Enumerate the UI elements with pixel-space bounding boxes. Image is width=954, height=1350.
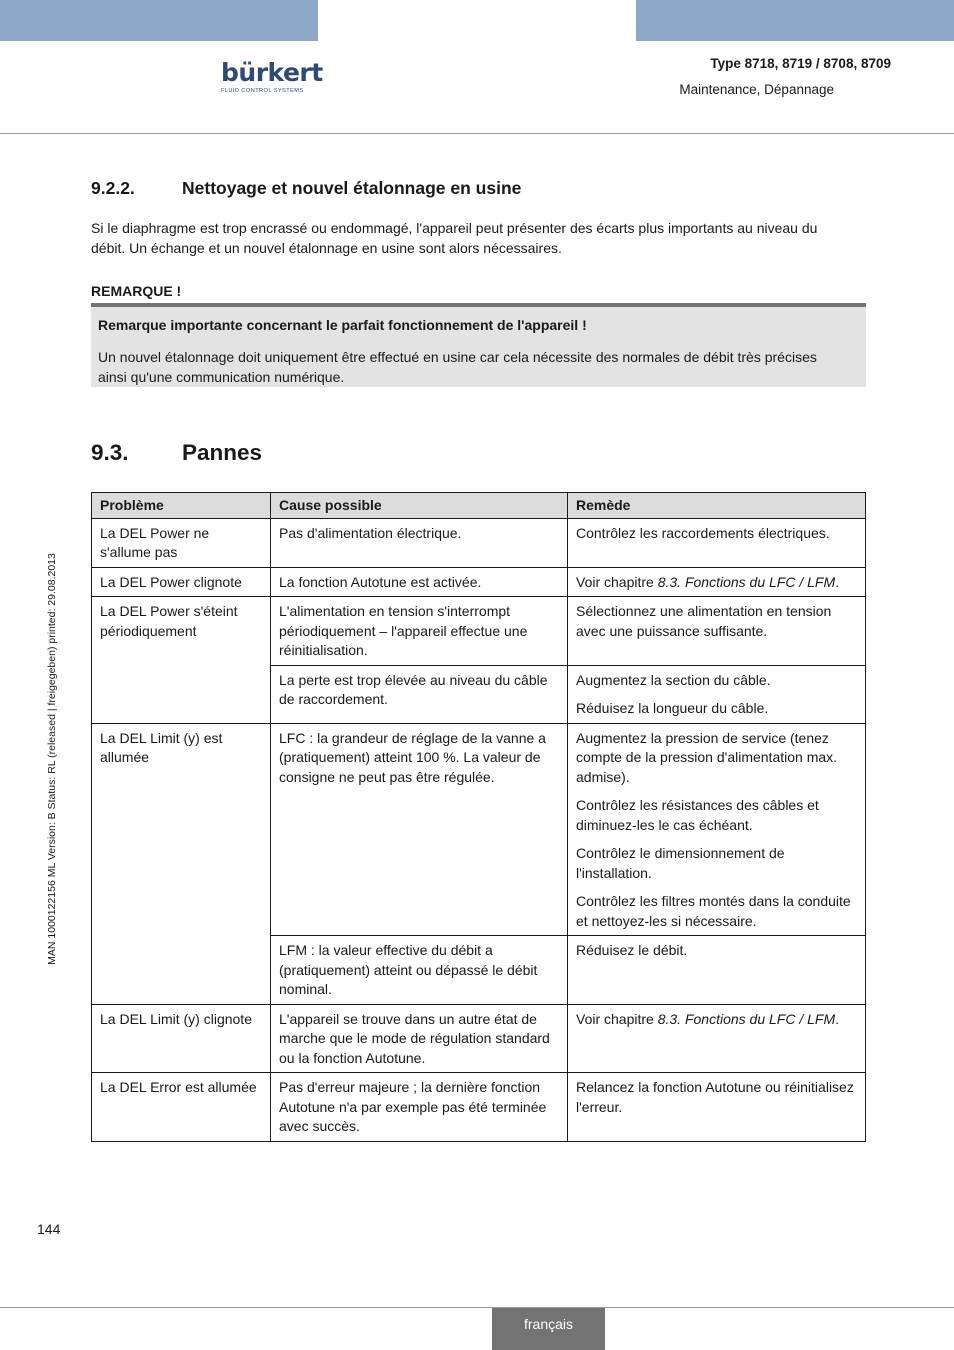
header-band-left xyxy=(0,0,318,41)
table-row xyxy=(92,1073,866,1142)
remedy-cell: Relancez la fonction Autotune ou réinitialisez l'erreur. xyxy=(568,1073,866,1142)
footer-divider xyxy=(0,1307,954,1308)
problem-cell: La DEL Power clignote xyxy=(92,567,271,597)
section-intro: Si le diaphragme est trop encrassé ou endommagé, l'appareil peut présenter des écarts plus importants au niveau du débit. Un échange et un nouvel étalonnage en usine sont alors nécessaires. xyxy=(91,220,818,256)
note-body: Un nouvel étalonnage doit uniquement être effectué en usine car cela nécessite des normales de débit très précises ainsi qu'une communication numérique. xyxy=(98,349,817,385)
problem-cell: La DEL Error est allumée xyxy=(92,1073,271,1142)
document-type: Type 8718, 8719 / 8708, 8709 xyxy=(710,56,891,71)
problem-cell: La DEL Power ne s'allume pas xyxy=(92,518,271,567)
chapter-subtitle: Maintenance, Dépannage xyxy=(679,82,834,97)
chapter-reference: 8.3. Fonctions du LFC / LFM xyxy=(657,1010,836,1027)
remedy-item: Contrôlez les résistances des câbles et diminuez-les le cas échéant. xyxy=(576,797,819,833)
cause-cell: La fonction Autotune est activée. xyxy=(271,567,568,597)
problem-cell: La DEL Limit (y) est allumée xyxy=(92,723,271,1004)
cause-cell: Pas d'alimentation électrique. xyxy=(271,518,568,567)
table-row xyxy=(92,518,866,567)
remedy-suffix: . xyxy=(835,1010,840,1027)
burkert-logo xyxy=(221,58,323,97)
cause-cell: LFM : la valeur effective du débit a (pratiquement) atteint ou dépassé le débit nominal. xyxy=(271,936,568,1005)
remedy-item: Contrôlez les filtres montés dans la conduite et nettoyez-les si nécessaire. xyxy=(576,893,851,929)
cause-cell: L'appareil se trouve dans un autre état de marche que le mode de régulation standard ou la fonction Autotune. xyxy=(271,1004,568,1073)
document-metadata-sidebar xyxy=(46,503,58,1015)
problem-cell: La DEL Limit (y) clignote xyxy=(92,1004,271,1073)
header-divider xyxy=(0,133,954,134)
logo-tagline: FLUID CONTROL SYSTEMS xyxy=(221,88,304,94)
remedy-cell: Sélectionnez une alimentation en tension avec une puissance suffisante. xyxy=(568,597,866,666)
page-number: 144 xyxy=(37,1221,61,1237)
logo-wordmark: bürkert xyxy=(221,58,323,87)
remedy-item: Contrôlez le dimensionnement de l'installation. xyxy=(576,845,785,881)
remedy-text: Voir chapitre xyxy=(576,1010,658,1027)
remedy-cell xyxy=(568,723,866,936)
cause-cell: Pas d'erreur majeure ; la dernière fonction Autotune n'a par exemple pas été terminée avec succès. xyxy=(271,1073,568,1142)
language-label: français xyxy=(523,1316,574,1332)
cause-cell: La perte est trop élevée au niveau du câble de raccordement. xyxy=(271,665,568,723)
chapter-reference: 8.3. Fonctions du LFC / LFM xyxy=(657,573,836,590)
remedy-cell xyxy=(568,1004,866,1073)
remedy-item: Augmentez la pression de service (tenez compte de la pression d'alimentation max. admise). xyxy=(576,729,838,785)
section-number: 9.3. xyxy=(91,440,129,465)
header-cause: Cause possible xyxy=(271,493,568,519)
section-title: Nettoyage et nouvel étalonnage en usine xyxy=(182,178,522,198)
sidebar-text: MAN 1000122156 ML Version: B Status: RL (released | freigegeben) printed: 29.08.2013 xyxy=(46,553,58,965)
language-tab xyxy=(492,1308,605,1350)
section-heading-9-2-2 xyxy=(91,178,521,199)
table-row xyxy=(92,723,866,936)
troubleshooting-table xyxy=(91,492,866,1142)
remedy-cell xyxy=(568,665,866,723)
remedy-cell: Contrôlez les raccordements électriques. xyxy=(568,518,866,567)
table-row xyxy=(92,1004,866,1073)
section-title: Pannes xyxy=(182,440,263,465)
remedy-text: Voir chapitre xyxy=(576,573,658,590)
header-problem: Problème xyxy=(92,493,271,519)
remedy-item: Augmentez la section du câble. xyxy=(576,671,771,688)
section-number: 9.2.2. xyxy=(91,178,135,198)
table-row xyxy=(92,567,866,597)
header-band-right xyxy=(636,0,954,41)
remedy-cell xyxy=(568,567,866,597)
header-remedy: Remède xyxy=(568,493,866,519)
remedy-item: Réduisez la longueur du câble. xyxy=(576,700,769,716)
cause-cell: LFC : la grandeur de réglage de la vanne a (pratiquement) atteint 100 %. La valeur de consigne ne peut pas être régulée. xyxy=(271,723,568,936)
table-header-row xyxy=(92,493,866,519)
note-label: REMARQUE ! xyxy=(91,283,182,299)
remedy-suffix: . xyxy=(835,573,840,590)
section-heading-9-3 xyxy=(91,440,262,466)
problem-cell: La DEL Power s'éteint périodiquement xyxy=(92,597,271,724)
table-row xyxy=(92,597,866,666)
remedy-cell: Réduisez le débit. xyxy=(568,936,866,1005)
note-heading: Remarque importante concernant le parfait fonctionnement de l'appareil ! xyxy=(98,317,587,333)
cause-cell: L'alimentation en tension s'interrompt périodiquement – l'appareil effectue une réinitialisation. xyxy=(271,597,568,666)
note-box xyxy=(91,303,866,387)
